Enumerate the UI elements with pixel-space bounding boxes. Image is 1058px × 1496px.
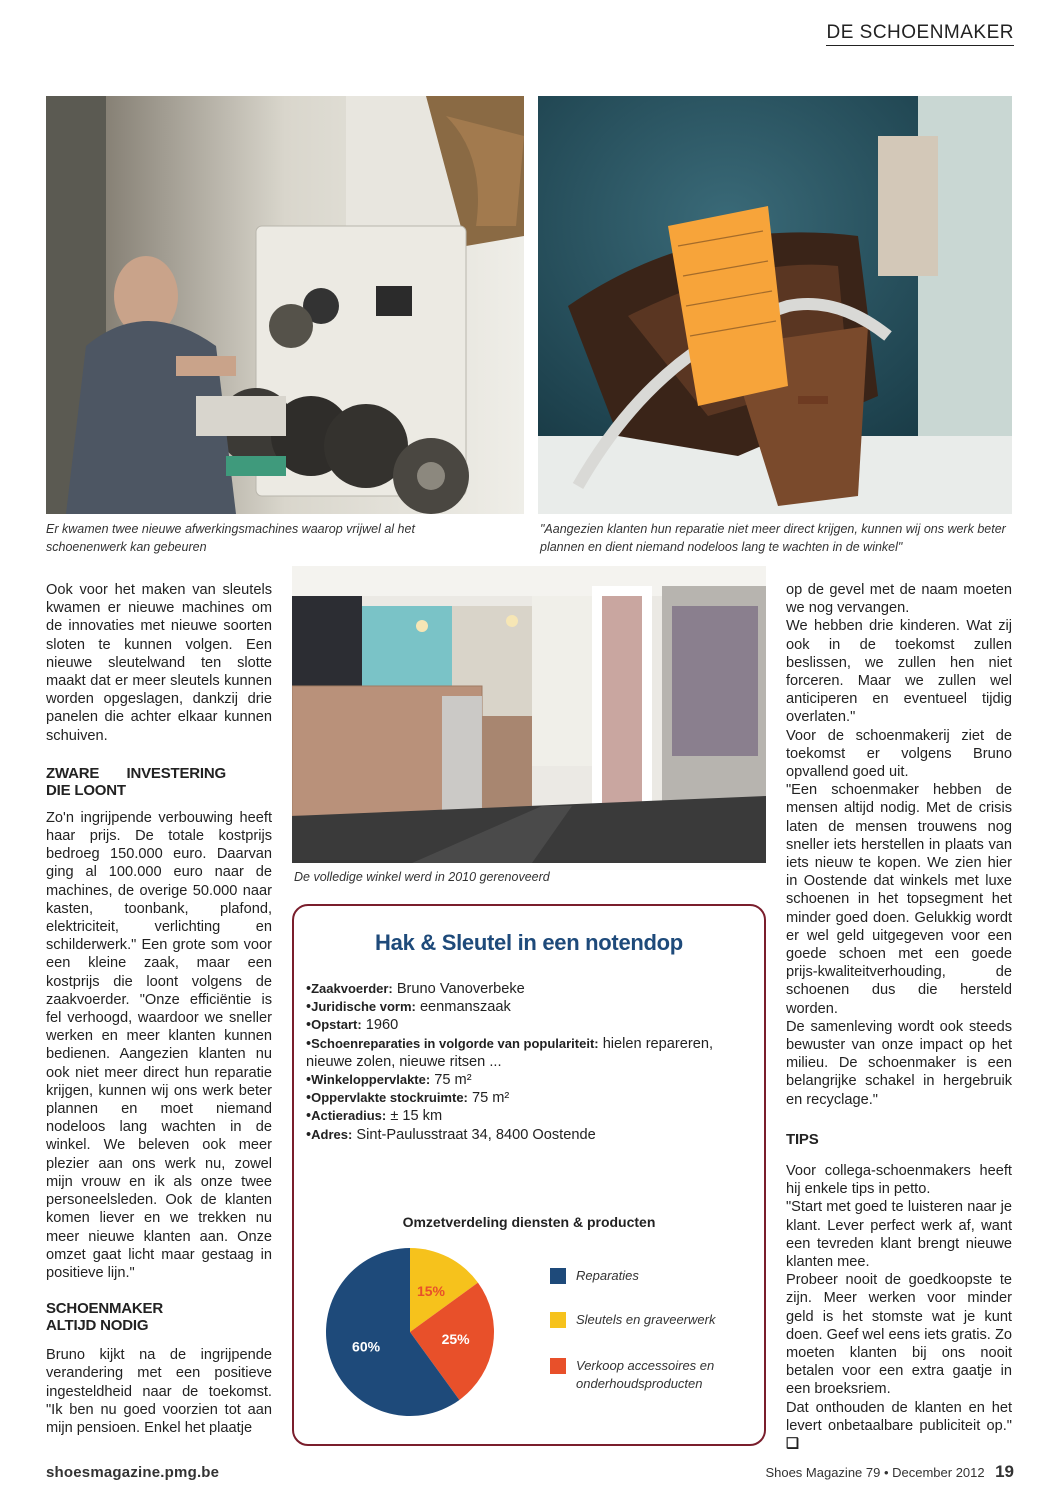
right-column — [786, 581, 1012, 1453]
right-paragraph-8: Probeer nooit de goedkoopste te zijn. Meer werken voor minder geld is het stomste wat je kunt doen. Geef wel eens iets gratis. Zo moeten klanten bij ons nooit betalen voor een extra gaatje in een broeksriem. — [786, 1272, 1012, 1398]
workshop-illustration — [46, 96, 524, 514]
right-paragraph-2: We hebben drie kinderen. Wat zij ook in de toekomst zullen beslissen, we zullen hen niet forceren. Maar we zullen wel anticiperen en eventueel tijdig overlaten." — [786, 618, 1012, 726]
legend-label-verkoop: Verkoop accessoires en onderhoudsproducten — [576, 1358, 715, 1391]
pie-label-reparaties: 60% — [352, 1338, 381, 1355]
footer-issue: Shoes Magazine 79 • December 2012 — [765, 1465, 985, 1480]
fact-box-title: Hak & Sleutel in een notendop — [375, 930, 683, 955]
right-paragraph-9: Dat onthouden de klanten en het levert onbetaalbare publiciteit op." ❑ — [786, 1399, 1012, 1452]
footer-issue-line — [765, 1462, 1014, 1482]
heading-tips: TIPS — [786, 1130, 819, 1148]
footer-page-number: 19 — [995, 1462, 1014, 1481]
legend-swatch-reparaties — [550, 1268, 566, 1284]
fact-box — [292, 904, 766, 1446]
left-column — [46, 581, 272, 1437]
fact-item: •Zaakvoerder: Bruno Vanoverbeke — [306, 981, 525, 997]
caption-shop: De volledige winkel werd in 2010 gerenoveerd — [294, 870, 550, 884]
pie-label-sleutels: 15% — [416, 1282, 445, 1299]
right-paragraph-5: De samenleving wordt ook steeds bewuster van onze impact op het milieu. De schoenmaker is een belangrijke schakel in hergebruik en recyclage." — [786, 1018, 1012, 1108]
footer-site: shoesmagazine.pmg.be — [46, 1464, 220, 1481]
section-label: DE SCHOENMAKER — [826, 22, 1014, 46]
right-paragraph-3: Voor de schoenmakerij ziet de toekomst er volgens Bruno opvallend goed uit. — [786, 727, 1012, 781]
fact-item: •Opstart: 1960 — [306, 1017, 399, 1034]
pie-label-verkoop: 25% — [441, 1331, 470, 1348]
heading-zware-investering: ZWARE INVESTERING DIE LOONT — [46, 764, 226, 799]
right-paragraph-1: op de gevel met de naam moeten we nog vervangen. — [786, 582, 1012, 617]
right-paragraph-4: "Een schoenmaker hebben de mensen altijd nodig. Met de crisis laten de mensen trouwens nog sneller iets herstellen in plaats van iets nieuw te kopen. We zien hier in Oostende dat winkels met luxe schoenen in het topsegment het minder goed doen. Gelukkig wordt er wel geld uitgegeven voor een goede schoen met een goede prijs-kwaliteitverhouding, de schoenen dus die hersteld worden. — [786, 782, 1012, 1017]
fact-item: •Winkeloppervlakte: 75 m² — [306, 1072, 472, 1089]
right-paragraph-6: Voor collega-schoenmakers heeft hij enkele tips in petto. — [786, 1162, 1012, 1198]
heading-schoenmaker-altijd-nodig: SCHOENMAKER ALTIJD NODIG — [46, 1300, 163, 1335]
photo-workshop — [46, 96, 524, 514]
right-paragraph-7: "Start met goed te luisteren naar je klant. Lever perfect werk af, want een tevreden klant brengt nieuwe klanten mee. — [786, 1199, 1012, 1270]
left-paragraph-2: Zo'n ingrijpende verbouwing heeft haar prijs. De totale kostprijs bedroeg 150.000 euro. Daarvan ging al 100.000 euro naar de machines, de overige 50.000 naar kasten, toonbank, plafond, elektriciteit, verlichting en schilderwerk." Een grote som voor een kleine zaak, maar een kostprijs die loont volgens de zaakvoerder. "Onze efficiëntie is fel verhoogd, waardoor we sneller werken en meer klanten kunnen bedienen. Aangezien klanten nu ook niet meer direct hun reparatie krijgen, kunnen wij ons werk beter plannen en moet niemand nodeloos lang wachten in de winkel. We beleven ook meer plezier aan ons werk nu, zowel mijn vrouw en ik als onze twee personeelsleden. Ook de klanten komen liever en we trekken nu meer nieuwe klanten aan. Onze omzet gaat licht maar gestaag in positieve lijn." — [46, 809, 272, 1281]
legend-label-reparaties: Reparaties — [576, 1268, 639, 1283]
legend-label-sleutels: Sleutels en graveerwerk — [576, 1312, 716, 1327]
chart-title: Omzetverdeling diensten & producten — [402, 1214, 656, 1230]
legend-swatch-verkoop — [550, 1358, 566, 1374]
fact-item: •Adres: Sint-Paulusstraat 34, 8400 Oostende — [306, 1126, 596, 1143]
caption-workshop: Er kwamen twee nieuwe afwerkingsmachines waarop vrijwel al het schoenenwerk kan gebeuren — [46, 522, 415, 554]
fact-item: •Juridische vorm: eenmanszaak — [306, 999, 511, 1016]
legend-swatch-sleutels — [550, 1312, 566, 1328]
boots-illustration — [538, 96, 1012, 514]
photo-boots — [538, 96, 1012, 514]
fact-item: •Oppervlakte stockruimte: 75 m² — [306, 1090, 510, 1107]
left-paragraph-1: Ook voor het maken van sleutels kwamen er nieuwe machines om de innovaties met nieuwe soorten sloten te kunnen volgen. Een nieuwe sleutelwand ten slotte maakt dat er meer sleutels kunnen worden opgeslagen, dankzij drie panelen die achter elkaar kunnen schuiven. — [46, 582, 272, 744]
fact-item: •Schoenreparaties in volgorde van populariteit: hielen repareren, nieuwe zolen, nieuwe ritsen ... — [306, 1035, 714, 1070]
fact-list — [306, 980, 746, 1144]
end-mark-icon: ❑ — [786, 1435, 800, 1452]
caption-boots: "Aangezien klanten hun reparatie niet meer direct krijgen, kunnen wij ons werk beter plannen en dient niemand nodeloos lang te wachten in de winkel" — [540, 522, 1006, 554]
fact-item: •Actieradius: ± 15 km — [306, 1108, 443, 1125]
shop-illustration — [292, 566, 766, 863]
photo-shop — [292, 566, 766, 863]
left-paragraph-3: Bruno kijkt na de ingrijpende verandering met een positieve ingesteldheid naar de toekomst. "Ik ben nu goed voorzien tot aan mijn pensioen. Enkel het plaatje — [46, 1347, 272, 1436]
pie-chart — [320, 1242, 500, 1422]
